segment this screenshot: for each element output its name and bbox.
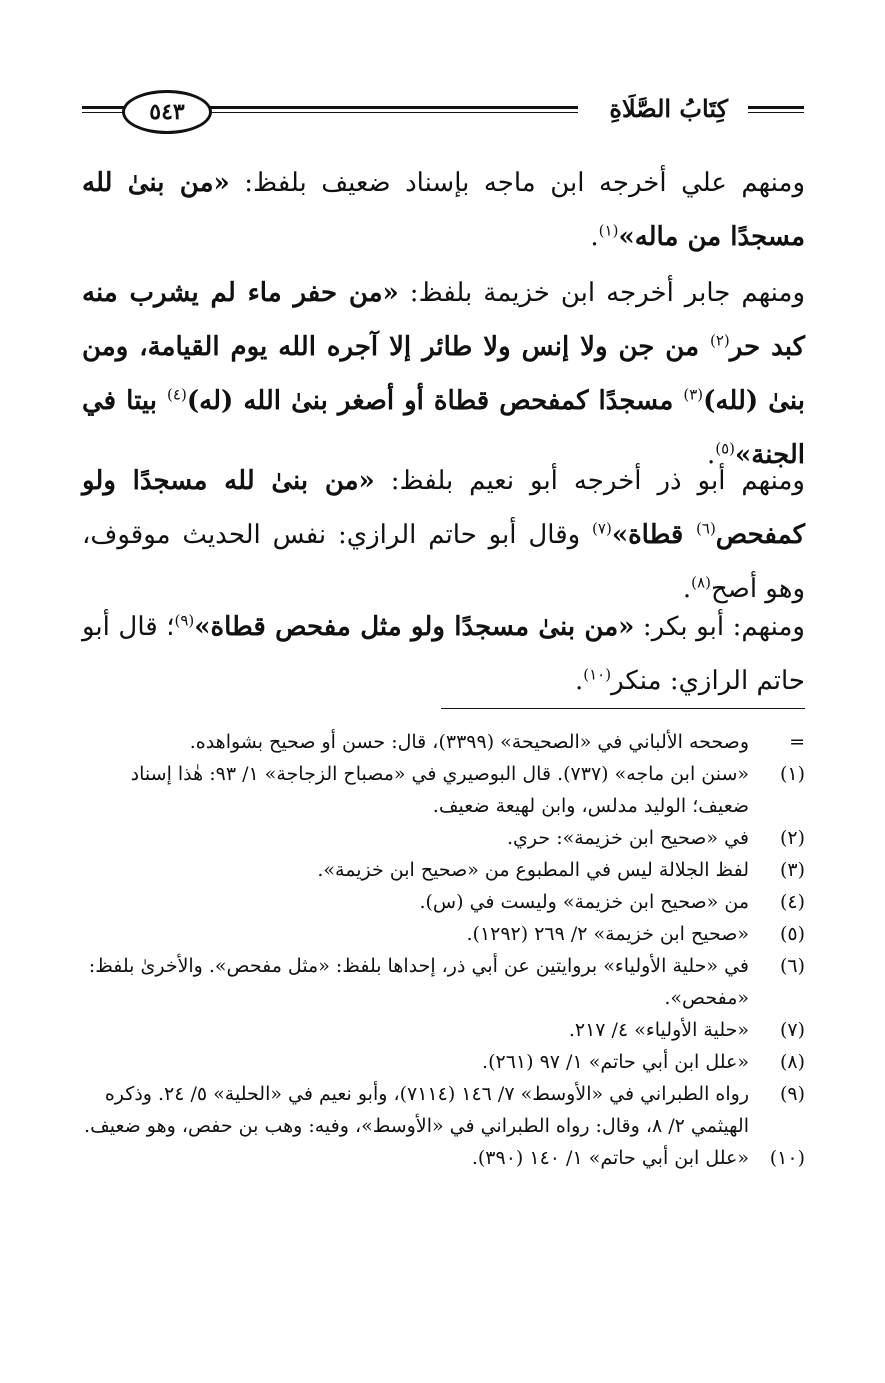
footnote-number: (١٠) <box>769 1147 805 1169</box>
hadith-quote: «من بنىٰ لله مسجدًا ولو كمفحص <box>82 466 805 550</box>
running-header <box>82 88 804 144</box>
footnote-text: «سنن ابن ماجه» (٧٣٧). قال البوصيري في «مصباح الزجاجة» ١/ ٩٣: هٰذا إسناد ضعيف؛ الوليد مدلس، وابن لهيعة ضعيف. <box>130 763 749 817</box>
footnote-separator <box>441 708 805 709</box>
footnote-text: من «صحيح ابن خزيمة» وليست في (س). <box>419 891 749 913</box>
footnote-text: «صحيح ابن خزيمة» ٢/ ٢٦٩ (١٢٩٢). <box>466 923 749 945</box>
footnote-number: (١) <box>779 763 805 785</box>
footnote-number: (٨) <box>779 1051 805 1073</box>
footnote-ref: (٥) <box>715 439 736 458</box>
footnote-number: = <box>789 731 805 753</box>
footnote <box>80 950 805 1014</box>
footnote-text: «علل ابن أبي حاتم» ١/ ١٤٠ (٣٩٠). <box>471 1147 749 1169</box>
footnote <box>80 1078 805 1142</box>
footnote-ref: (٧) <box>592 519 612 538</box>
footnote-ref: (٢) <box>709 331 730 350</box>
footnote <box>80 918 805 950</box>
footnote-ref: (٣) <box>683 385 704 404</box>
paragraph-ali: ومنهم علي أخرجه ابن ماجه بإسناد ضعيف بلفظ: «من بنىٰ لله مسجدًا من ماله»$^{(١)}$. <box>82 168 805 252</box>
footnote-text: رواه الطبراني في «الأوسط» ٧/ ١٤٦ (٧١١٤)، وأبو نعيم في «الحلية» ٥/ ٢٤. وذكره الهيثمي ٢/ ٨، وقال: رواه الطبراني في «الأوسط»، وفيه: وهب بن حفص، وهو ضعيف. <box>84 1083 749 1137</box>
hadith-quote: «من بنىٰ مسجدًا ولو مثل مفحص قطاة» <box>194 612 635 642</box>
footnote <box>80 886 805 918</box>
footnote-text: «حلية الأولياء» ٤/ ٢١٧. <box>568 1019 749 1041</box>
footnote-number: (٢) <box>779 827 805 849</box>
footnote-ref: (٤) <box>167 385 187 404</box>
footnotes <box>80 726 805 1174</box>
book-title: كِتَابُ الصَّلَاةِ <box>609 94 728 123</box>
footnote <box>80 1046 805 1078</box>
footnote-ref: (٨) <box>691 573 711 592</box>
footnote-ref: (٦) <box>696 519 716 538</box>
footnote-text: لفظ الجلالة ليس في المطبوع من «صحيح ابن خزيمة». <box>317 859 749 881</box>
footnote <box>80 726 805 758</box>
footnote-text: في «صحيح ابن خزيمة»: حري. <box>507 827 749 849</box>
footnote-number: (٤) <box>779 891 805 913</box>
footnote-number: (٦) <box>779 955 805 977</box>
footnote <box>80 1142 805 1174</box>
footnote <box>80 1014 805 1046</box>
footnote <box>80 854 805 886</box>
footnote-number: (٧) <box>779 1019 805 1041</box>
paragraph-abu-dharr: ومنهم أبو ذر أخرجه أبو نعيم بلفظ: «من بنىٰ لله مسجدًا ولو كمفحص$^{(٦)}$ قطاة»$^{(٧)}$ وقال أبو حاتم الرازي: نفس الحديث موقوف، وهو أصح$^{(٨)}$. <box>82 466 805 604</box>
footnote-number: (٩) <box>779 1083 805 1105</box>
footnote-ref: (٩) <box>174 611 195 630</box>
paragraph-jabir: ومنهم جابر أخرجه ابن خزيمة بلفظ: «من حفر ماء لم يشرب منه كبد حر$^{(٢)}$ من جن ولا إنس ولا طائر إلا آجره الله يوم القيامة، ومن بنىٰ (لله)$^{(٣)}$ مسجدًا كمفحص قطاة أو أصغر بنىٰ الله (له)$^{(٤)}$ بيتا في الجنة»$^{(٥)}$. <box>82 278 806 470</box>
footnote-text: «علل ابن أبي حاتم» ١/ ٩٧ (٢٦١). <box>482 1051 749 1073</box>
footnote-number: (٥) <box>779 923 805 945</box>
footnote-text: وصححه الألباني في «الصحيحة» (٣٣٩٩)، قال: حسن أو صحيح بشواهده. <box>189 731 749 753</box>
footnote-ref: (١) <box>598 221 619 240</box>
footnote-number: (٣) <box>779 859 805 881</box>
page-number: ٥٤٣ <box>122 90 212 134</box>
paragraph-abu-bakr: ومنهم: أبو بكر: «من بنىٰ مسجدًا ولو مثل مفحص قطاة»$^{(٩)}$؛ قال أبو حاتم الرازي: منكر$^{(١٠)}$. <box>82 611 805 696</box>
hadith-quote: «من بنىٰ لله مسجدًا من ماله» <box>82 168 805 252</box>
footnote <box>80 758 805 822</box>
footnote <box>80 822 805 854</box>
footnote-ref: (١٠) <box>583 665 612 684</box>
footnote-text: في «حلية الأولياء» بروايتين عن أبي ذر، إحداها بلفظ: «مثل مفحص». والأخرىٰ بلفظ: «مفحص». <box>88 955 749 1009</box>
hadith-quote: «من حفر ماء لم يشرب منه كبد حر <box>82 278 805 362</box>
